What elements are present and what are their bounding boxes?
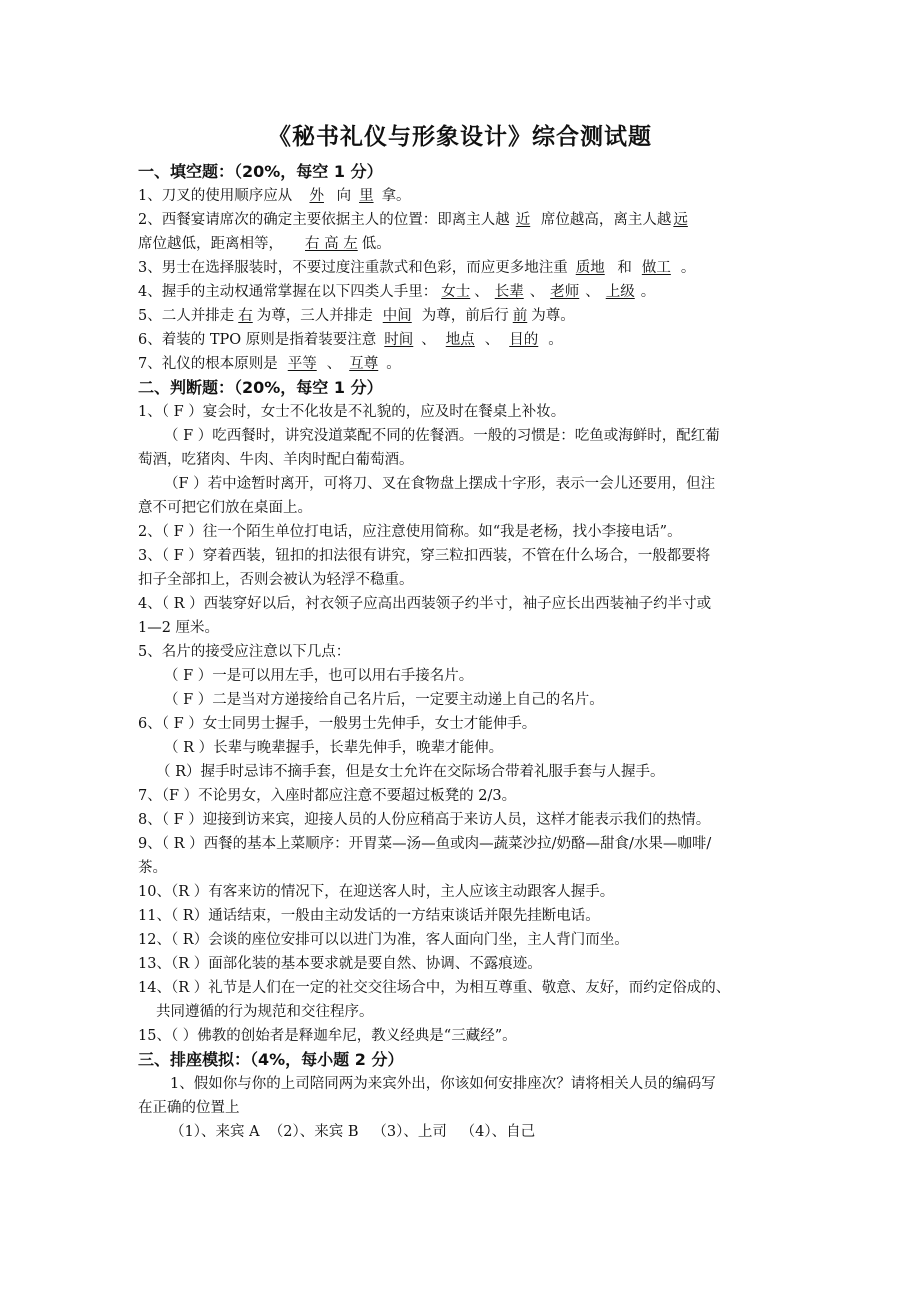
q-text: 3、男士在选择服装时，不要过度注重款式和色彩，而应更多地注重: [138, 260, 568, 276]
tf-line: 3、（ F ）穿着西装，钮扣的扣法很有讲究，穿三粒扣西装，不管在什么场合，一般都要将: [138, 548, 711, 564]
q-text: 。: [680, 260, 696, 276]
q-text: 拿。: [381, 188, 411, 204]
tf-line: 5、名片的接受应注意以下几点：: [138, 644, 351, 660]
answer-blank: 里: [359, 188, 374, 204]
answer-blank: 时间: [384, 332, 414, 348]
q-text: 5、二人并排走: [138, 308, 235, 324]
answer-blank: 上级: [605, 284, 635, 300]
tf-line: 8、（ F ）迎接到访来宾，迎接人员的人份应稍高于来访人员，这样才能表示我们的热情。: [138, 812, 711, 828]
answer-blank: 前: [512, 308, 528, 324]
tf-line: 4、（ R ）西装穿好以后，衬衣领子应高出西装领子约半寸，袖子应长出西装袖子约半寸或: [138, 596, 712, 612]
answer-blank: 右 高 左: [305, 236, 358, 252]
q-text: 向: [336, 188, 352, 204]
tf-line: 1—2 厘米。: [138, 620, 220, 636]
q-text: 、: [326, 356, 342, 372]
tf-line: 共同遵循的行为规范和交往程序。: [156, 1004, 374, 1020]
tf-line: 15、（ ）佛教的创始者是释迦牟尼，教义经典是“三藏经”。: [138, 1028, 517, 1044]
question-1-2: [138, 208, 788, 232]
answer-blank: 远: [673, 212, 688, 228]
q-text: 席位越低，距离相等，: [138, 236, 283, 252]
tf-line: （ F ）吃西餐时，讲究没道菜配不同的佐餐酒。一般的习惯是：吃鱼或海鲜时，配红葡: [164, 428, 720, 444]
section-heading-fill-in: 一、填空题：（20%，每空 1 分）: [138, 162, 383, 181]
answer-blank: 老师: [550, 284, 580, 300]
answer-blank: 平等: [287, 356, 317, 372]
q-text: 、: [474, 284, 489, 300]
q-text: 。: [548, 332, 563, 348]
tf-line: 1、（ F ）宴会时，女士不化妆是不礼貌的，应及时在餐桌上补妆。: [138, 404, 566, 420]
section-heading-true-false: 二、判断题：（20%，每空 1 分）: [138, 378, 383, 397]
q-text: 和: [617, 260, 632, 276]
q-text: 7、礼仪的根本原则是: [138, 356, 278, 372]
question-1-4: [138, 280, 788, 304]
q-text: 1、刀叉的使用顺序应从: [138, 188, 293, 204]
tf-line: 萄酒，吃猪肉、牛肉、羊肉时配白葡萄酒。: [138, 452, 414, 468]
q-text: 为尊，三人并排走: [256, 308, 373, 324]
seating-options: （1）、来宾 A （2）、来宾 B （3）、上司 （4）、自己: [170, 1124, 536, 1140]
q-text: 、: [529, 284, 545, 300]
question-1-2-cont: [138, 232, 788, 256]
q-text: 为尊。: [531, 308, 575, 324]
tf-line: 13、（R ）面部化装的基本要求就是要自然、协调、不露痕迹。: [138, 956, 542, 972]
q-text: 为尊，前后行: [421, 308, 509, 324]
tf-line: 11、（ R）通话结束，一般由主动发话的一方结束谈话并限先挂断电话。: [138, 908, 600, 924]
section-heading-seating: 三、排座模拟：（4%，每小题 2 分）: [138, 1050, 404, 1069]
q-text: 、: [421, 332, 436, 348]
answer-blank: 目的: [509, 332, 539, 348]
tf-line: 12、（ R）会谈的座位安排可以以进门为准，客人面向门坐，主人背门而坐。: [138, 932, 629, 948]
tf-line: （ R ）长辈与晚辈握手，长辈先伸手，晚辈才能伸。: [164, 740, 504, 756]
answer-blank: 外: [309, 188, 324, 204]
answer-blank: 互尊: [349, 356, 379, 372]
q-text: 4、握手的主动权通常掌握在以下四类人手里：: [138, 284, 438, 300]
q-text: 。: [386, 356, 401, 372]
q-text: 。: [640, 284, 656, 300]
q-text: 、: [484, 332, 500, 348]
document-body: [138, 160, 788, 1144]
tf-line: （ F ）二是当对方递接给自己名片后，一定要主动递上自己的名片。: [164, 692, 604, 708]
tf-line: （ F ）一是可以用左手，也可以用右手接名片。: [164, 668, 474, 684]
tf-line: 6、（ F ）女士同男士握手，一般男士先伸手，女士才能伸手。: [138, 716, 537, 732]
tf-line: 14、（R ）礼节是人们在一定的社交交往场合中，为相互尊重、敬意、友好，而约定俗成的、: [138, 980, 731, 996]
answer-blank: 近: [515, 212, 531, 228]
q-text: 低。: [361, 236, 391, 252]
tf-line: 10、（R ）有客来访的情况下，在迎送客人时，主人应该主动跟客人握手。: [138, 884, 615, 900]
seating-question-cont: 在正确的位置上: [138, 1100, 240, 1116]
tf-line: （ R）握手时忌讳不摘手套，但是女士允许在交际场合带着礼服手套与人握手。: [156, 764, 665, 780]
page-title: 《秘书礼仪与形象设计》综合测试题: [268, 124, 652, 150]
question-1-7: [138, 352, 788, 376]
question-1-1: [138, 184, 788, 208]
answer-blank: 长辈: [494, 284, 524, 300]
tf-line: 7、（F ）不论男女，入座时都应注意不要超过板凳的 2/3。: [138, 788, 517, 804]
answer-blank: 质地: [575, 260, 605, 276]
tf-line: 9、（ R ）西餐的基本上菜顺序：开胃菜—汤—鱼或肉—蔬菜沙拉/奶酪—甜食/水果—咖啡/: [138, 836, 712, 852]
q-text: 2、西餐宴请席次的确定主要依据主人的位置：即离主人越: [138, 212, 510, 228]
answer-blank: 右: [238, 308, 253, 324]
answer-blank: 中间: [382, 308, 412, 324]
tf-line: 意不可把它们放在桌面上。: [138, 500, 312, 516]
q-text: 6、着装的 TPO 原则是指着装要注意: [138, 332, 377, 348]
tf-line: 扣子全部扣上，否则会被认为轻浮不稳重。: [138, 572, 414, 588]
question-1-5: [138, 304, 788, 328]
question-1-6: [138, 328, 788, 352]
q-text: 、: [585, 284, 600, 300]
tf-line: （F ）若中途暂时离开，可将刀、叉在食物盘上摆成十字形，表示一会儿还要用，但注: [164, 476, 716, 492]
tf-line: 2、（ F ）往一个陌生单位打电话，应注意使用简称。如“我是老杨，找小李接电话”。: [138, 524, 682, 540]
answer-blank: 做工: [641, 260, 671, 276]
answer-blank: 女士: [441, 284, 471, 300]
tf-line: 茶。: [138, 860, 167, 876]
question-1-3: [138, 256, 788, 280]
q-text: 席位越高，离主人越: [540, 212, 672, 228]
answer-blank: 地点: [445, 332, 475, 348]
seating-question: 1、假如你与你的上司陪同两为来宾外出，你该如何安排座次？请将相关人员的编码写: [170, 1076, 716, 1092]
